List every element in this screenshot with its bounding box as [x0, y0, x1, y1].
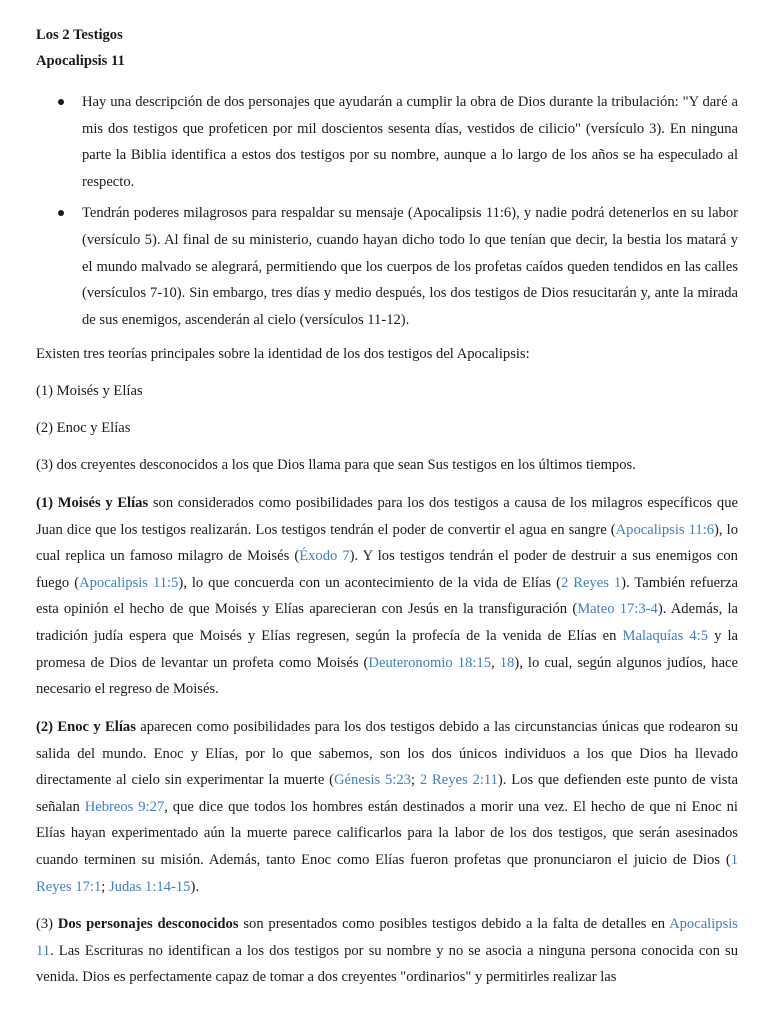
paragraph-text: ,: [491, 654, 500, 671]
paragraph-text: ), lo que concuerda con un acontecimiento de la vida de Elías (: [178, 574, 561, 591]
paragraph-text: son presentados como posibles testigos debido a la falta de detalles en: [238, 916, 670, 932]
verse-link[interactable]: Génesis 5:23: [334, 772, 411, 789]
theory-1: (1) Moisés y Elías: [36, 383, 143, 399]
verse-link[interactable]: Malaquías 4:5: [622, 627, 709, 644]
paragraph-desconocidos: [36, 911, 738, 991]
paragraph-text: . Las Escrituras no identifican a los dos testigos por su nombre y no se asocia a ninguna persona conocida con su venida. Dios es perfectamente capaz de tomar a dos creyentes "ordinarios" y permitirles realizar las: [36, 942, 738, 986]
verse-link[interactable]: 18: [499, 654, 515, 671]
paragraph-text: (3): [36, 916, 58, 932]
paragraph-text: ), lo cual replica un famoso milagro de Moisés (: [36, 521, 738, 565]
verse-link[interactable]: Deuteronomio 18:15: [368, 654, 492, 671]
paragraph-text: y la promesa de Dios de levantar un profeta como Moisés (: [36, 627, 738, 671]
paragraph-moises-elias: [36, 490, 738, 703]
paragraph-text: ;: [410, 772, 420, 789]
paragraph-enoc-elias: [36, 714, 738, 900]
verse-link[interactable]: Apocalipsis 11:5: [79, 574, 179, 591]
paragraph-lead: Dos personajes desconocidos: [57, 916, 239, 932]
paragraph-text: ).: [190, 878, 199, 895]
bullet-text: Tendrán poderes milagrosos para respaldar su mensaje (Apocalipsis 11:6), y nadie podrá detenerlos en su labor (versículo 5). Al final de su ministerio, cuando hayan dicho todo lo que tenían que decir, la bestia los matará y el mundo malvado se alegrará, permitiendo que los cuerpos de los profetas caídos queden tendidos en las calles (versículos 7-10). Sin embargo, tres días y medio después, los dos testigos de Dios resucitarán y, ante la mirada de sus enemigos, ascenderán al cielo (versículos 11-12).: [82, 205, 738, 328]
paragraph-text: ;: [101, 878, 109, 895]
document-title: Los 2 Testigos: [36, 27, 123, 43]
theory-3: (3) dos creyentes desconocidos a los que Dios llama para que sean Sus testigos en los últimos tiempos.: [36, 457, 636, 473]
paragraph-text: aparecen como posibilidades para los dos testigos debido a las circunstancias únicas que rodearon su salida del mundo. Enoc y Elías, por lo que sabemos, son los dos únicos individuos a los que Dios ha llevado directamente al cielo sin experimentar la muerte (: [36, 719, 738, 789]
paragraph-text: ). Los que defienden este punto de vista señalan: [36, 772, 738, 815]
verse-link[interactable]: Judas 1:14-15: [108, 878, 191, 895]
document-subtitle: Apocalipsis 11: [36, 53, 125, 69]
paragraph-lead: (1) Moisés y Elías: [36, 495, 149, 511]
bullet-item: [36, 89, 738, 195]
paragraph-text: ). Y los testigos tendrán el poder de destruir a sus enemigos con fuego (: [36, 548, 738, 591]
bullet-item: [36, 200, 738, 333]
verse-link[interactable]: Hebreos 9:27: [84, 798, 165, 815]
bullet-list: [36, 89, 738, 333]
bullet-text: Hay una descripción de dos personajes que ayudarán a cumplir la obra de Dios durante la tribulación: "Y daré a mis dos testigos que profeticen por mil doscientos sesenta días, vestidos de cilicio" (versículo 3). En ninguna parte la Biblia identifica a estos dos testigos por su nombre, aunque a lo largo de los años se ha especulado al respecto.: [82, 94, 738, 190]
bullet-dot-icon: [58, 210, 64, 216]
paragraph-text: ), lo cual, según algunos judíos, hace necesario el regreso de Moisés.: [36, 654, 738, 698]
verse-link[interactable]: 1 Reyes 17:1: [36, 851, 738, 895]
paragraph-text: ). También refuerza esta opinión el hecho de que Moisés y Elías aparecieran con Jesús en la transfiguración (: [36, 574, 738, 618]
verse-link[interactable]: Éxodo 7: [299, 548, 350, 565]
intro-text: Existen tres teorías principales sobre la identidad de los dos testigos del Apocalipsis:: [36, 346, 530, 362]
verse-link[interactable]: Mateo 17:3-4: [577, 601, 658, 618]
verse-link[interactable]: Apocalipsis 11: [36, 916, 738, 959]
theory-2: (2) Enoc y Elías: [36, 420, 131, 436]
paragraph-text: , que dice que todos los hombres están destinados a morir una vez. El hecho de que ni Enoc ni Elías hayan experimentado aún la muerte parece calificarlos para la labor de los dos testigos, que serán asesinados cuando terminen su misión. Además, tanto Enoc como Elías fueron profetas que pronunciaron el juicio de Dios (: [36, 798, 738, 868]
paragraph-lead: (2) Enoc y Elías: [36, 719, 136, 735]
verse-link[interactable]: 2 Reyes 1: [560, 574, 622, 591]
verse-link[interactable]: 2 Reyes 2:11: [419, 772, 498, 789]
paragraph-text: ). Además, la tradición judía espera que Moisés y Elías regresen, según la profecía de la venida de Elías en: [36, 601, 738, 644]
paragraph-text: son considerados como posibilidades para los dos testigos a causa de los milagros específicos que Juan dice que los testigos realizarán. Los testigos tendrán el poder de convertir el agua en sangre (: [36, 495, 738, 538]
verse-link[interactable]: Apocalipsis 11:6: [615, 521, 715, 538]
bullet-dot-icon: [58, 99, 64, 105]
